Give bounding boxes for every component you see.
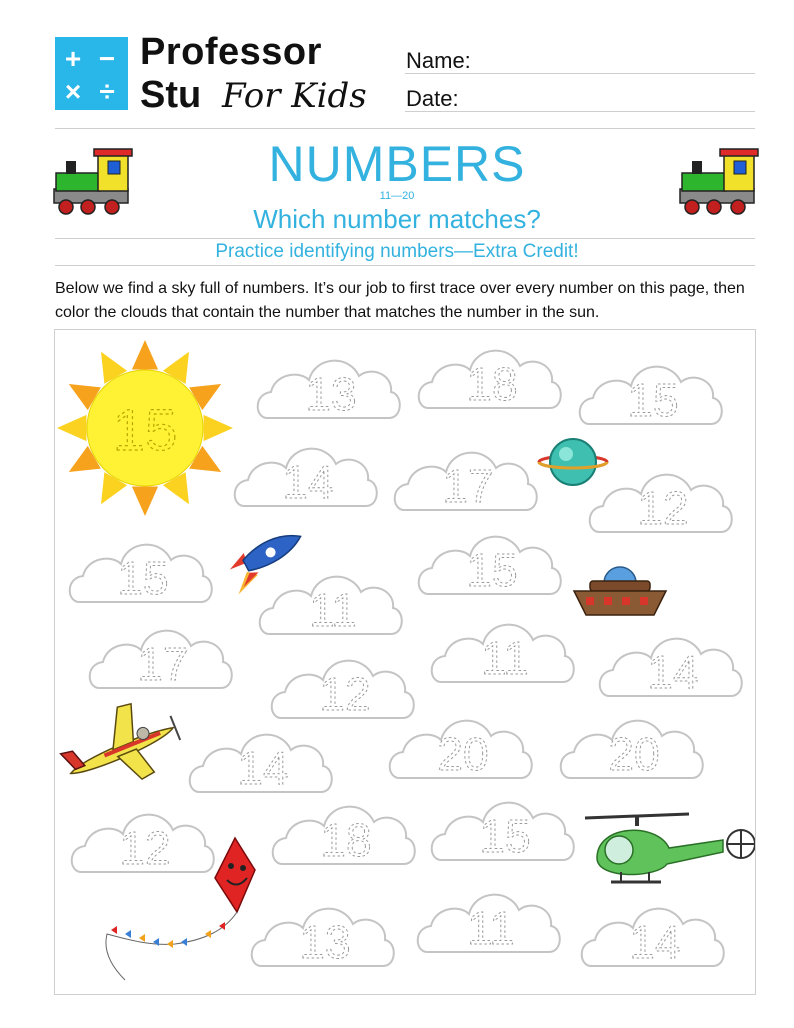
cloud-number: 14 xyxy=(282,456,334,508)
cloud-number: 20 xyxy=(437,728,489,780)
number-cloud[interactable] xyxy=(190,735,332,794)
cloud-number: 17 xyxy=(442,460,494,512)
cloud-number: 15 xyxy=(117,552,169,604)
number-cloud[interactable] xyxy=(418,895,560,954)
cloud-number: 11 xyxy=(481,632,529,684)
number-cloud[interactable] xyxy=(90,631,232,690)
number-cloud[interactable] xyxy=(582,909,724,968)
instructions-text: Below we find a sky full of numbers. It’s our job to first trace over every number on this page, then color the clouds that contain the number that matches the number in the sun. xyxy=(55,280,745,321)
name-label: Name: xyxy=(406,48,471,73)
cloud-number: 15 xyxy=(466,544,518,596)
cloud-number: 12 xyxy=(319,668,371,720)
number-cloud[interactable] xyxy=(561,721,703,780)
number-range: 11—20 xyxy=(379,190,415,202)
cloud-number: 15 xyxy=(479,810,531,862)
cloud-number: 13 xyxy=(299,916,351,968)
brand-tagline: For Kids xyxy=(222,76,367,116)
cloud-number: 12 xyxy=(119,822,171,874)
number-cloud[interactable] xyxy=(580,367,722,426)
number-cloud[interactable] xyxy=(432,803,574,862)
worksheet-question: Which number matches? xyxy=(253,204,541,234)
number-cloud[interactable] xyxy=(390,721,532,780)
cloud-number: 17 xyxy=(137,638,189,690)
cloud-number: 14 xyxy=(647,646,699,698)
divider xyxy=(55,128,755,129)
minus-symbol: − xyxy=(98,43,116,74)
planet-icon xyxy=(539,439,607,485)
sun-ray xyxy=(57,415,86,441)
number-cloud[interactable] xyxy=(252,909,394,968)
cloud-number: 14 xyxy=(629,916,681,968)
cloud-number: 15 xyxy=(627,374,679,426)
cloud-number: 14 xyxy=(237,742,289,794)
number-cloud[interactable] xyxy=(70,545,212,604)
number-cloud[interactable] xyxy=(419,537,561,596)
number-cloud[interactable] xyxy=(258,361,400,420)
date-label: Date: xyxy=(406,86,459,111)
plus-symbol: + xyxy=(64,43,82,74)
cloud-number: 11 xyxy=(467,902,515,954)
number-cloud[interactable] xyxy=(600,639,742,698)
number-cloud[interactable] xyxy=(273,807,415,866)
rocket-icon xyxy=(223,526,311,595)
number-cloud[interactable] xyxy=(235,449,377,508)
cloud-number: 18 xyxy=(466,358,518,410)
activity-area xyxy=(54,329,756,995)
brand-name: Professor xyxy=(140,31,322,73)
ufo-icon xyxy=(574,567,666,615)
sun-ray xyxy=(132,340,158,369)
number-cloud[interactable] xyxy=(260,577,402,636)
number-cloud[interactable] xyxy=(419,351,561,410)
date-field[interactable] xyxy=(405,111,755,112)
page-title: NUMBERS xyxy=(268,136,526,192)
cloud-number: 20 xyxy=(608,728,660,780)
cloud-number: 12 xyxy=(637,482,689,534)
logo-icon xyxy=(55,37,128,110)
number-cloud[interactable] xyxy=(395,453,537,512)
name-field[interactable] xyxy=(405,73,755,74)
number-cloud[interactable] xyxy=(272,661,414,720)
brand-name-second: Stu xyxy=(140,74,202,116)
sun-ray xyxy=(132,487,158,516)
airplane-icon xyxy=(55,690,188,804)
sun-icon xyxy=(57,340,233,516)
number-cloud[interactable] xyxy=(432,625,574,684)
practice-subtitle: Practice identifying numbers—Extra Credit! xyxy=(215,241,579,262)
cloud-number: 13 xyxy=(305,368,357,420)
helicopter-icon xyxy=(585,814,755,882)
cloud-number: 18 xyxy=(320,814,372,866)
sun-ray xyxy=(204,415,233,441)
number-cloud[interactable] xyxy=(72,815,214,874)
divider xyxy=(55,265,755,266)
number-cloud[interactable] xyxy=(590,475,732,534)
sun-number: 15 xyxy=(112,398,178,463)
divide-symbol: ÷ xyxy=(99,76,115,107)
times-symbol: × xyxy=(64,76,82,107)
divider xyxy=(55,238,755,239)
cloud-number: 11 xyxy=(309,584,357,636)
